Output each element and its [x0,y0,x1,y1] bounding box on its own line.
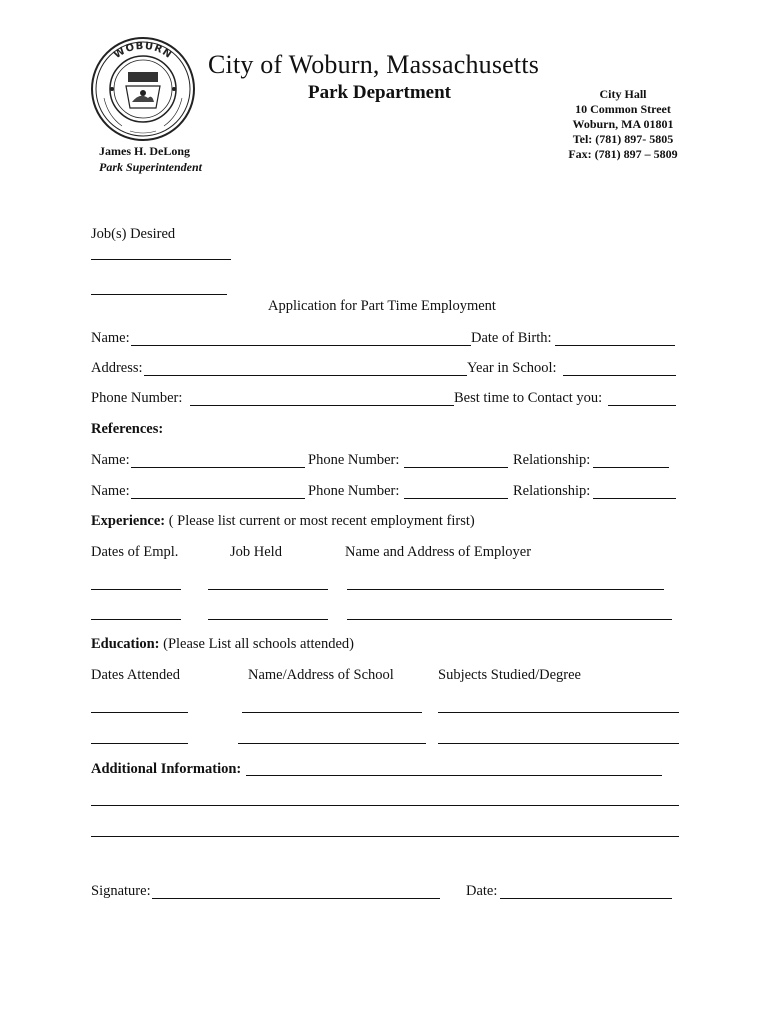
exp2-employer-field[interactable] [347,619,672,620]
edu2-dates-field[interactable] [91,743,188,744]
col-subjects: Subjects Studied/Degree [438,667,581,683]
ref2-name-field[interactable] [131,498,305,499]
edu1-dates-field[interactable] [91,712,188,713]
exp2-dates-field[interactable] [91,619,181,620]
ref-name-label: Name: [91,483,130,499]
date-field[interactable] [500,898,672,899]
ref-relationship-label: Relationship: [513,452,591,468]
exp1-dates-field[interactable] [91,589,181,590]
ref1-name-field[interactable] [131,467,305,468]
address-line: Woburn, MA 01801 [572,117,674,131]
jobs-desired-line-2[interactable] [91,294,227,295]
additional-info-line-1[interactable] [246,775,662,776]
education-heading: Education: [91,636,160,652]
phone-label: Phone Number: [91,390,183,406]
best-time-label: Best time to Contact you: [454,390,603,406]
exp1-job-field[interactable] [208,589,328,590]
year-in-school-field[interactable] [563,375,676,376]
superintendent-block [99,143,202,175]
additional-info-line-3[interactable] [91,836,679,837]
address-field[interactable] [144,375,467,376]
year-in-school-label: Year in School: [467,360,557,376]
address-line: City Hall [599,87,647,101]
experience-note: ( Please list current or most recent employment first) [168,513,475,529]
col-job-held: Job Held [230,544,282,560]
edu2-subjects-field[interactable] [438,743,679,744]
ref-relationship-label: Relationship: [513,483,591,499]
ref1-phone-field[interactable] [404,467,508,468]
date-label: Date: [466,883,498,899]
ref1-relationship-field[interactable] [593,467,669,468]
education-heading-row [91,636,354,653]
education-note: (Please List all schools attended) [163,636,354,652]
jobs-desired-line-1[interactable] [91,259,231,260]
jobs-desired-label: Job(s) Desired [91,226,176,242]
seal-ring-text: WOBURN [112,40,175,62]
col-employer: Name and Address of Employer [345,544,532,560]
dob-label: Date of Birth: [471,330,552,346]
col-dates-attended: Dates Attended [91,667,180,683]
experience-heading-row [91,513,475,530]
address-line: Fax: (781) 897 – 5809 [568,147,678,161]
superintendent-title: Park Superintendent [99,160,203,174]
exp1-employer-field[interactable] [347,589,664,590]
name-field[interactable] [131,345,471,346]
dob-field[interactable] [555,345,675,346]
ref-phone-label: Phone Number: [308,452,400,468]
experience-heading: Experience: [91,513,166,529]
phone-field[interactable] [190,405,454,406]
col-school: Name/Address of School [248,667,394,683]
form-title: Application for Part Time Employment [268,298,496,314]
name-label: Name: [91,330,130,346]
ref-phone-label: Phone Number: [308,483,400,499]
signature-label: Signature: [91,883,151,899]
department-name: Park Department [308,82,451,103]
ref2-relationship-field[interactable] [593,498,676,499]
edu1-school-field[interactable] [242,712,422,713]
edu2-school-field[interactable] [238,743,426,744]
edu1-subjects-field[interactable] [438,712,679,713]
superintendent-name: James H. DeLong [99,144,190,158]
additional-info-line-2[interactable] [91,805,679,806]
city-title: City of Woburn, Massachusetts [208,50,540,79]
col-dates-empl: Dates of Empl. [91,544,179,560]
city-seal-logo [90,36,196,142]
exp2-job-field[interactable] [208,619,328,620]
best-time-field[interactable] [608,405,676,406]
signature-field[interactable] [152,898,440,899]
references-heading: References: [91,421,164,437]
address-line: 10 Common Street [575,102,671,116]
city-hall-address [560,87,686,162]
additional-info-heading: Additional Information: [91,761,242,777]
ref-name-label: Name: [91,452,130,468]
address-label: Address: [91,360,143,376]
ref2-phone-field[interactable] [404,498,508,499]
address-line: Tel: (781) 897- 5805 [572,132,674,146]
